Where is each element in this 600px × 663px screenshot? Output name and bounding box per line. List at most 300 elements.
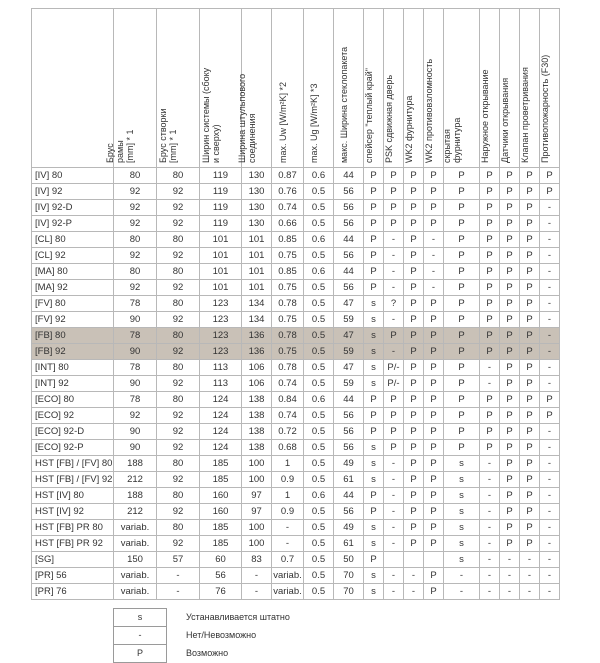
table-cell: 185 (200, 456, 242, 472)
table-cell: P (520, 456, 540, 472)
table-cell: - (424, 232, 444, 248)
table-cell: - (540, 424, 560, 440)
table-cell: P (364, 248, 384, 264)
table-cell: P (444, 232, 480, 248)
table-row (32, 216, 560, 232)
table-cell: P (500, 312, 520, 328)
table-cell: P (404, 456, 424, 472)
table-cell: 0.76 (272, 184, 304, 200)
table-cell: P (404, 376, 424, 392)
table-cell: P (480, 440, 500, 456)
table-cell: P (480, 392, 500, 408)
table-cell: 0.87 (272, 168, 304, 184)
table-cell: 90 (114, 440, 157, 456)
table-cell: P (520, 392, 540, 408)
table-cell: 101 (242, 280, 272, 296)
table-cell: P (384, 200, 404, 216)
table-cell: 0.74 (272, 408, 304, 424)
table-cell: s (364, 344, 384, 360)
table-cell: - (480, 456, 500, 472)
table-cell: 100 (242, 456, 272, 472)
column-header (480, 9, 500, 168)
table-cell: P (444, 168, 480, 184)
table-cell: P (444, 312, 480, 328)
table-cell: P (520, 376, 540, 392)
table-cell: 0.6 (304, 168, 334, 184)
table-cell: s (444, 536, 480, 552)
table-cell: 0.74 (272, 376, 304, 392)
table-cell: P (364, 504, 384, 520)
table-cell: P (500, 440, 520, 456)
table-cell: s (364, 376, 384, 392)
column-header-label: WK2 противовзломность (423, 58, 434, 163)
table-cell: 0.74 (272, 200, 304, 216)
table-row (32, 360, 560, 376)
table-cell: 1 (272, 456, 304, 472)
model-name-cell: [CL] 92 (32, 248, 114, 264)
table-cell: 0.5 (304, 296, 334, 312)
model-name-cell: [MA] 92 (32, 280, 114, 296)
column-header (272, 9, 304, 168)
table-cell: variab. (114, 520, 157, 536)
table-cell: 212 (114, 472, 157, 488)
table-cell: P (424, 584, 444, 600)
table-cell: P (540, 168, 560, 184)
column-header (520, 9, 540, 168)
table-cell: P (404, 280, 424, 296)
table-cell: 124 (200, 392, 242, 408)
model-name-cell: [INT] 80 (32, 360, 114, 376)
table-cell: s (444, 552, 480, 568)
table-cell: P (364, 392, 384, 408)
table-cell: 47 (334, 328, 364, 344)
table-cell: P (480, 184, 500, 200)
table-cell: 59 (334, 376, 364, 392)
table-cell: 70 (334, 568, 364, 584)
table-cell: - (520, 552, 540, 568)
table-cell: 57 (157, 552, 200, 568)
model-name-cell: [FB] 80 (32, 328, 114, 344)
table-cell: - (540, 552, 560, 568)
table-cell: - (540, 488, 560, 504)
table-cell: 0.5 (304, 536, 334, 552)
table-cell: 80 (157, 488, 200, 504)
column-header (236, 9, 272, 168)
table-cell: P (404, 440, 424, 456)
table-cell: 130 (242, 184, 272, 200)
column-header (384, 9, 404, 168)
table-cell: P (520, 280, 540, 296)
table-cell: P (500, 200, 520, 216)
table-cell: P (364, 184, 384, 200)
table-cell: P (520, 248, 540, 264)
table-cell: 61 (334, 472, 364, 488)
table-cell: - (384, 456, 404, 472)
column-header (404, 9, 424, 168)
table-cell: P (424, 424, 444, 440)
table-cell: - (540, 248, 560, 264)
table-cell: 0.5 (304, 408, 334, 424)
table-cell: P/- (384, 376, 404, 392)
table-cell: 130 (242, 200, 272, 216)
table-cell: 123 (200, 328, 242, 344)
table-cell: 56 (334, 440, 364, 456)
table-cell: P (500, 456, 520, 472)
table-cell: - (404, 568, 424, 584)
table-cell: P (404, 232, 424, 248)
table-row (32, 168, 560, 184)
table-cell: 78 (114, 360, 157, 376)
table-cell: 92 (157, 424, 200, 440)
table-cell: 97 (242, 504, 272, 520)
table-cell: P (480, 248, 500, 264)
table-cell: 90 (114, 312, 157, 328)
table-cell: s (364, 536, 384, 552)
table-cell: 106 (242, 360, 272, 376)
table-cell: 0.75 (272, 344, 304, 360)
table-cell: P (480, 168, 500, 184)
table-cell: P (480, 328, 500, 344)
model-name-cell: [ECO] 92 (32, 408, 114, 424)
table-cell: - (444, 568, 480, 584)
table-cell: s (364, 296, 384, 312)
table-cell: P (424, 392, 444, 408)
table-cell: P (540, 392, 560, 408)
table-cell: 0.78 (272, 296, 304, 312)
table-cell: 92 (114, 200, 157, 216)
table-cell: 80 (157, 520, 200, 536)
table-cell: 138 (242, 440, 272, 456)
table-cell: 59 (334, 344, 364, 360)
table-cell: P (480, 312, 500, 328)
table-cell: 80 (114, 232, 157, 248)
table-cell: variab. (114, 584, 157, 600)
table-cell: 123 (200, 296, 242, 312)
table-cell: P (364, 264, 384, 280)
column-header (540, 9, 560, 168)
table-cell: 56 (334, 280, 364, 296)
table-cell: P/- (384, 360, 404, 376)
model-name-cell: [FV] 92 (32, 312, 114, 328)
table-cell: 124 (200, 440, 242, 456)
table-cell: 56 (334, 504, 364, 520)
table-cell: 0.5 (304, 312, 334, 328)
table-cell: P (500, 184, 520, 200)
table-cell: P (520, 184, 540, 200)
table-cell: P (520, 216, 540, 232)
table-cell: 80 (157, 168, 200, 184)
table-cell: 138 (242, 424, 272, 440)
table-cell: P (364, 424, 384, 440)
table-cell: - (242, 568, 272, 584)
column-header-label: Наружное открывание (479, 69, 490, 163)
table-cell: 80 (114, 264, 157, 280)
table-cell: 0.85 (272, 264, 304, 280)
table-cell: - (424, 248, 444, 264)
table-cell: 92 (157, 344, 200, 360)
table-cell: 92 (114, 408, 157, 424)
table-cell: P (384, 168, 404, 184)
table-cell: - (384, 536, 404, 552)
table-row (32, 328, 560, 344)
table-cell: - (384, 488, 404, 504)
table-cell: P (424, 216, 444, 232)
table-cell: 0.78 (272, 328, 304, 344)
table-cell: variab. (114, 536, 157, 552)
table-cell: - (157, 584, 200, 600)
table-cell: 70 (334, 584, 364, 600)
table-cell: s (364, 312, 384, 328)
table-cell: P (500, 328, 520, 344)
table-cell: 78 (114, 392, 157, 408)
table-cell: 185 (200, 536, 242, 552)
table-cell: - (540, 584, 560, 600)
table-cell: - (404, 584, 424, 600)
table-cell: P (444, 424, 480, 440)
table-cell: P (480, 344, 500, 360)
table-cell: P (404, 200, 424, 216)
table-cell: 78 (114, 328, 157, 344)
table-cell: 212 (114, 504, 157, 520)
table-cell: 92 (114, 216, 157, 232)
table-cell: - (480, 376, 500, 392)
model-name-cell: [FV] 80 (32, 296, 114, 312)
table-cell: P (424, 440, 444, 456)
table-cell: 50 (334, 552, 364, 568)
table-cell: - (540, 280, 560, 296)
table-cell: P (444, 376, 480, 392)
table-cell: 80 (157, 264, 200, 280)
header-row (32, 9, 560, 168)
table-cell: P (384, 328, 404, 344)
table-cell: P (500, 520, 520, 536)
table-cell: P (404, 360, 424, 376)
table-cell: P (424, 472, 444, 488)
table-row (32, 184, 560, 200)
column-header-label: Брус рамы [mm] * 1 (105, 129, 135, 163)
table-cell: - (384, 312, 404, 328)
table-cell: 80 (114, 168, 157, 184)
table-cell: 56 (334, 216, 364, 232)
column-header (32, 9, 114, 168)
model-name-cell: [IV] 92-P (32, 216, 114, 232)
table-cell: - (480, 472, 500, 488)
table-cell: 150 (114, 552, 157, 568)
table-cell: P (364, 168, 384, 184)
table-cell: 56 (334, 408, 364, 424)
table-cell: P (520, 296, 540, 312)
table-cell: P (520, 312, 540, 328)
table-cell: 0.5 (304, 472, 334, 488)
table-cell: 0.68 (272, 440, 304, 456)
table-cell: 0.7 (272, 552, 304, 568)
table-cell: 92 (157, 376, 200, 392)
model-name-cell: [ECO] 92-D (32, 424, 114, 440)
table-cell: - (500, 552, 520, 568)
table-cell: - (480, 568, 500, 584)
table-cell: 0.5 (304, 344, 334, 360)
table-cell: P (424, 504, 444, 520)
table-cell: s (364, 520, 384, 536)
table-cell: - (540, 536, 560, 552)
table-cell: - (242, 584, 272, 600)
table-cell: P (424, 408, 444, 424)
table-row (32, 552, 560, 568)
table-cell: s (444, 456, 480, 472)
table-cell: s (444, 504, 480, 520)
table-cell: 100 (242, 520, 272, 536)
table-cell: P (480, 216, 500, 232)
table-cell: 0.5 (304, 280, 334, 296)
table-cell: s (364, 472, 384, 488)
table-row (32, 504, 560, 520)
table-row (32, 248, 560, 264)
table-cell: 101 (200, 280, 242, 296)
table-cell: - (384, 280, 404, 296)
table-cell: 185 (200, 472, 242, 488)
table-cell: - (384, 248, 404, 264)
table-cell: - (500, 584, 520, 600)
table-cell: 0.75 (272, 248, 304, 264)
table-cell: 0.5 (304, 360, 334, 376)
table-cell: 44 (334, 232, 364, 248)
table-cell: 92 (157, 200, 200, 216)
table-cell: 56 (334, 184, 364, 200)
table-cell: 78 (114, 296, 157, 312)
table-cell: 61 (334, 536, 364, 552)
table-cell: 0.5 (304, 568, 334, 584)
table-cell: - (540, 232, 560, 248)
table-cell: 90 (114, 376, 157, 392)
table-cell: 56 (334, 200, 364, 216)
table-cell: - (540, 472, 560, 488)
table-row (32, 376, 560, 392)
systems-spec-table (31, 8, 560, 600)
table-row (32, 408, 560, 424)
table-cell (424, 552, 444, 568)
column-header (157, 9, 200, 168)
table-cell: P (424, 200, 444, 216)
table-cell: 138 (242, 392, 272, 408)
column-header-label: макс. Ширина стеклопакета (338, 46, 349, 163)
table-cell: - (480, 360, 500, 376)
table-cell: 130 (242, 216, 272, 232)
table-cell: - (540, 376, 560, 392)
table-cell: 185 (200, 520, 242, 536)
column-header (364, 9, 384, 168)
table-cell: - (444, 584, 480, 600)
table-cell: P (520, 360, 540, 376)
table-cell: 0.5 (304, 584, 334, 600)
table-cell: - (520, 584, 540, 600)
column-header (105, 9, 157, 168)
table-cell: P (500, 248, 520, 264)
table-cell: P (500, 232, 520, 248)
table-cell: P (424, 344, 444, 360)
table-cell: P (424, 168, 444, 184)
table-cell: P (520, 424, 540, 440)
table-cell: 0.6 (304, 392, 334, 408)
table-cell: 80 (157, 232, 200, 248)
table-cell: - (480, 536, 500, 552)
table-row (32, 392, 560, 408)
table-cell: P (500, 264, 520, 280)
table-cell: 100 (242, 536, 272, 552)
table-cell: 47 (334, 360, 364, 376)
table-cell: 0.5 (304, 184, 334, 200)
table-cell: - (424, 280, 444, 296)
table-cell: 92 (157, 408, 200, 424)
table-row (32, 520, 560, 536)
column-header (500, 9, 520, 168)
table-cell: s (364, 568, 384, 584)
table-cell: variab. (272, 568, 304, 584)
table-cell: 92 (157, 440, 200, 456)
table-cell: 80 (157, 328, 200, 344)
table-cell: P (444, 344, 480, 360)
table-cell: P (520, 344, 540, 360)
column-header-label: max. Ug [W/m²K] *3 (308, 83, 319, 163)
table-cell: - (540, 520, 560, 536)
model-name-cell: HST [IV] 92 (32, 504, 114, 520)
table-cell: 0.66 (272, 216, 304, 232)
table-cell: P (404, 520, 424, 536)
table-cell: - (384, 344, 404, 360)
table-cell: P (424, 328, 444, 344)
table-cell: - (157, 568, 200, 584)
table-cell: 56 (200, 568, 242, 584)
table-row (32, 472, 560, 488)
table-cell: P (480, 408, 500, 424)
table-cell (384, 552, 404, 568)
table-cell: P (520, 520, 540, 536)
table-cell: P (480, 280, 500, 296)
table-cell: 0.72 (272, 424, 304, 440)
table-cell: 59 (334, 312, 364, 328)
table-cell: P (404, 424, 424, 440)
table-cell: - (540, 456, 560, 472)
column-header-label: Противопожарность (F30) (539, 54, 550, 163)
table-cell: P (520, 536, 540, 552)
table-cell: 44 (334, 264, 364, 280)
table-row (32, 424, 560, 440)
table-cell: P (404, 344, 424, 360)
table-cell: P (404, 248, 424, 264)
table-cell: - (480, 488, 500, 504)
table-cell: P (404, 504, 424, 520)
model-name-cell: [FB] 92 (32, 344, 114, 360)
table-cell: P (424, 568, 444, 584)
table-cell: P (500, 392, 520, 408)
table-cell: P (404, 296, 424, 312)
table-cell: 0.75 (272, 280, 304, 296)
table-cell: 136 (242, 344, 272, 360)
table-cell: 0.5 (304, 520, 334, 536)
table-cell: 0.5 (304, 248, 334, 264)
table-cell: P (500, 472, 520, 488)
table-cell: P (520, 504, 540, 520)
model-name-cell: HST [FB] / [FV] 80 (32, 456, 114, 472)
model-name-cell: [PR] 56 (32, 568, 114, 584)
table-cell: P (364, 488, 384, 504)
table-cell: P (520, 168, 540, 184)
table-row (32, 440, 560, 456)
table-cell: 0.5 (304, 504, 334, 520)
table-cell: - (384, 472, 404, 488)
table-cell: 0.5 (304, 328, 334, 344)
table-cell: P (444, 328, 480, 344)
table-cell: P (520, 440, 540, 456)
